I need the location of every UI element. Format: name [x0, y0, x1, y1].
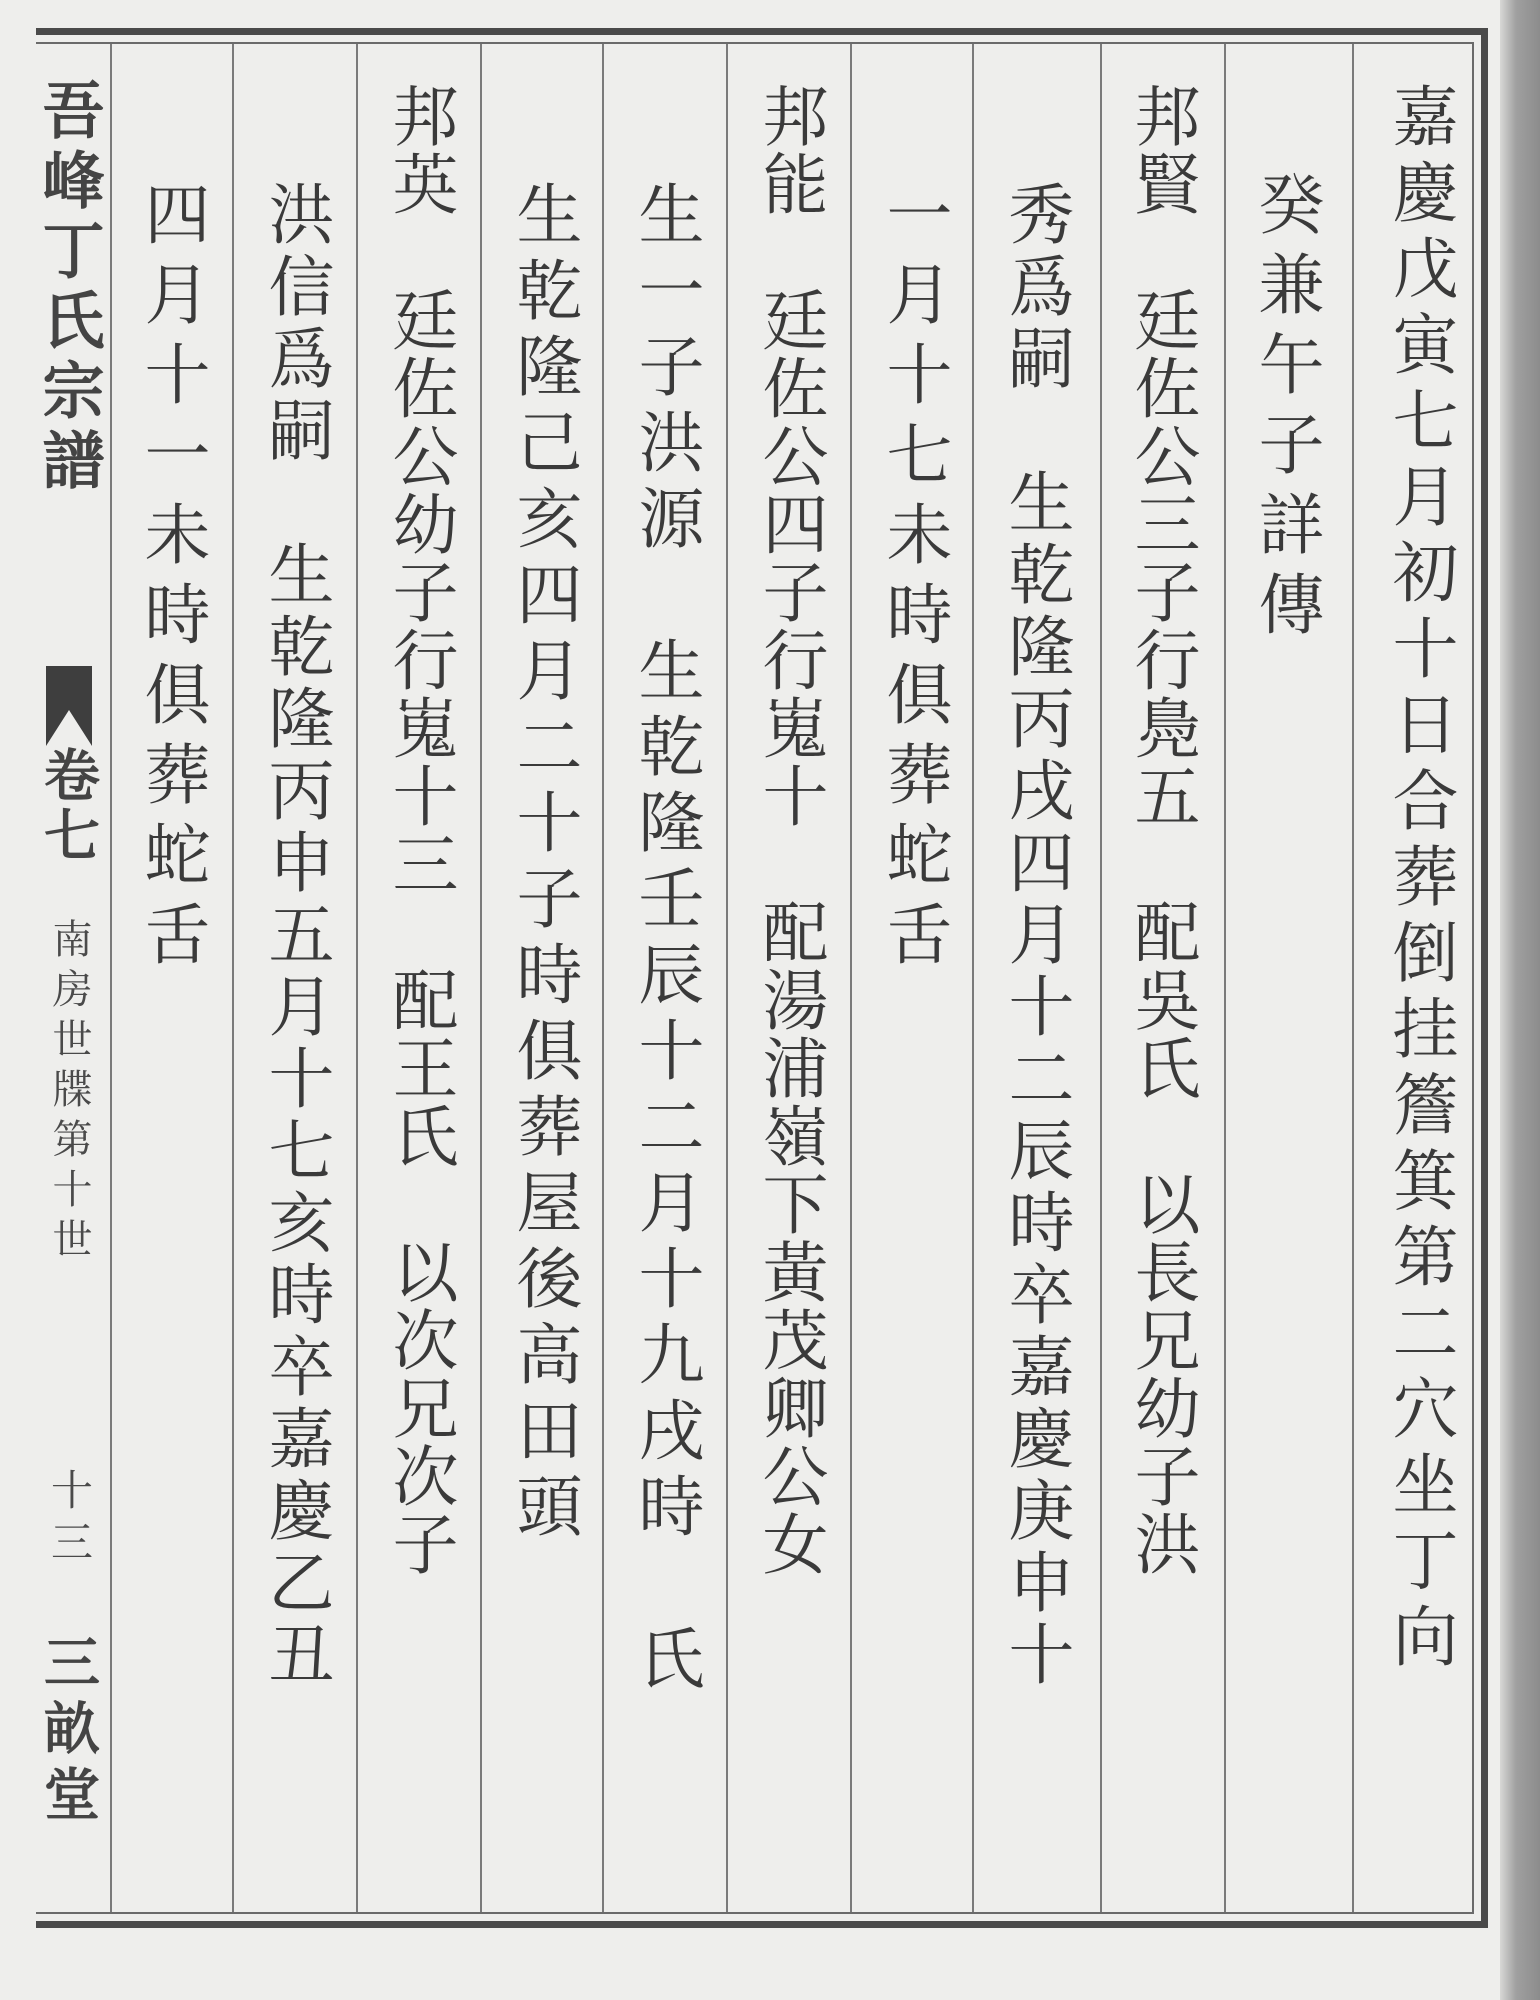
scan-edge: [1500, 0, 1540, 2000]
column-rule: [1352, 44, 1354, 1912]
text-column-10: 洪信爲嗣 生乾隆丙申五月十七亥時卒嘉慶乙丑: [257, 180, 334, 1692]
fish-tail-mark: [46, 666, 92, 746]
column-rule: [356, 44, 358, 1912]
text-column-4: 秀爲嗣 生乾隆丙戌四月十二辰時卒嘉慶庚申十: [997, 180, 1074, 1692]
column-rule: [110, 44, 112, 1912]
column-rule: [850, 44, 852, 1912]
page-number: 十三: [45, 1468, 94, 1572]
text-column-1: 嘉慶戊寅七月初十日合葬倒挂簷箕第二穴坐丁向: [1381, 82, 1458, 1678]
column-rule: [1224, 44, 1226, 1912]
text-column-11: 四月十一未時俱葬蛇舌: [133, 180, 210, 980]
text-column-2: 癸兼午子詳傳: [1247, 170, 1324, 650]
text-column-8: 生乾隆己亥四月二十子時俱葬屋後高田頭: [505, 180, 582, 1548]
section-label: 南房世牒第十世: [46, 918, 92, 1268]
column-rule: [602, 44, 604, 1912]
book-title: 吾峰丁氏宗譜: [32, 78, 105, 498]
hall-name: 三畝堂: [35, 1633, 101, 1831]
column-rule: [1100, 44, 1102, 1912]
spine-margin: [32, 78, 105, 1908]
column-rule: [726, 44, 728, 1912]
text-column-3: 邦賢 廷佐公三子行鳧五 配吳氏 以長兄幼子洪: [1123, 82, 1200, 1578]
column-rule: [972, 44, 974, 1912]
text-column-7: 生一子洪源 生乾隆壬辰十二月十九戌時 氏: [627, 180, 704, 1700]
text-column-5: 一月十七未時俱葬蛇舌: [875, 180, 952, 980]
text-column-6: 邦能 廷佐公四子行嵬十 配湯浦嶺下黃茂卿公女: [751, 82, 828, 1578]
text-column-9: 邦英 廷佐公幼子行嵬十三 配王氏 以次兄次子: [381, 82, 458, 1578]
volume-label: 卷七: [35, 746, 101, 866]
column-rule: [232, 44, 234, 1912]
column-rule: [480, 44, 482, 1912]
